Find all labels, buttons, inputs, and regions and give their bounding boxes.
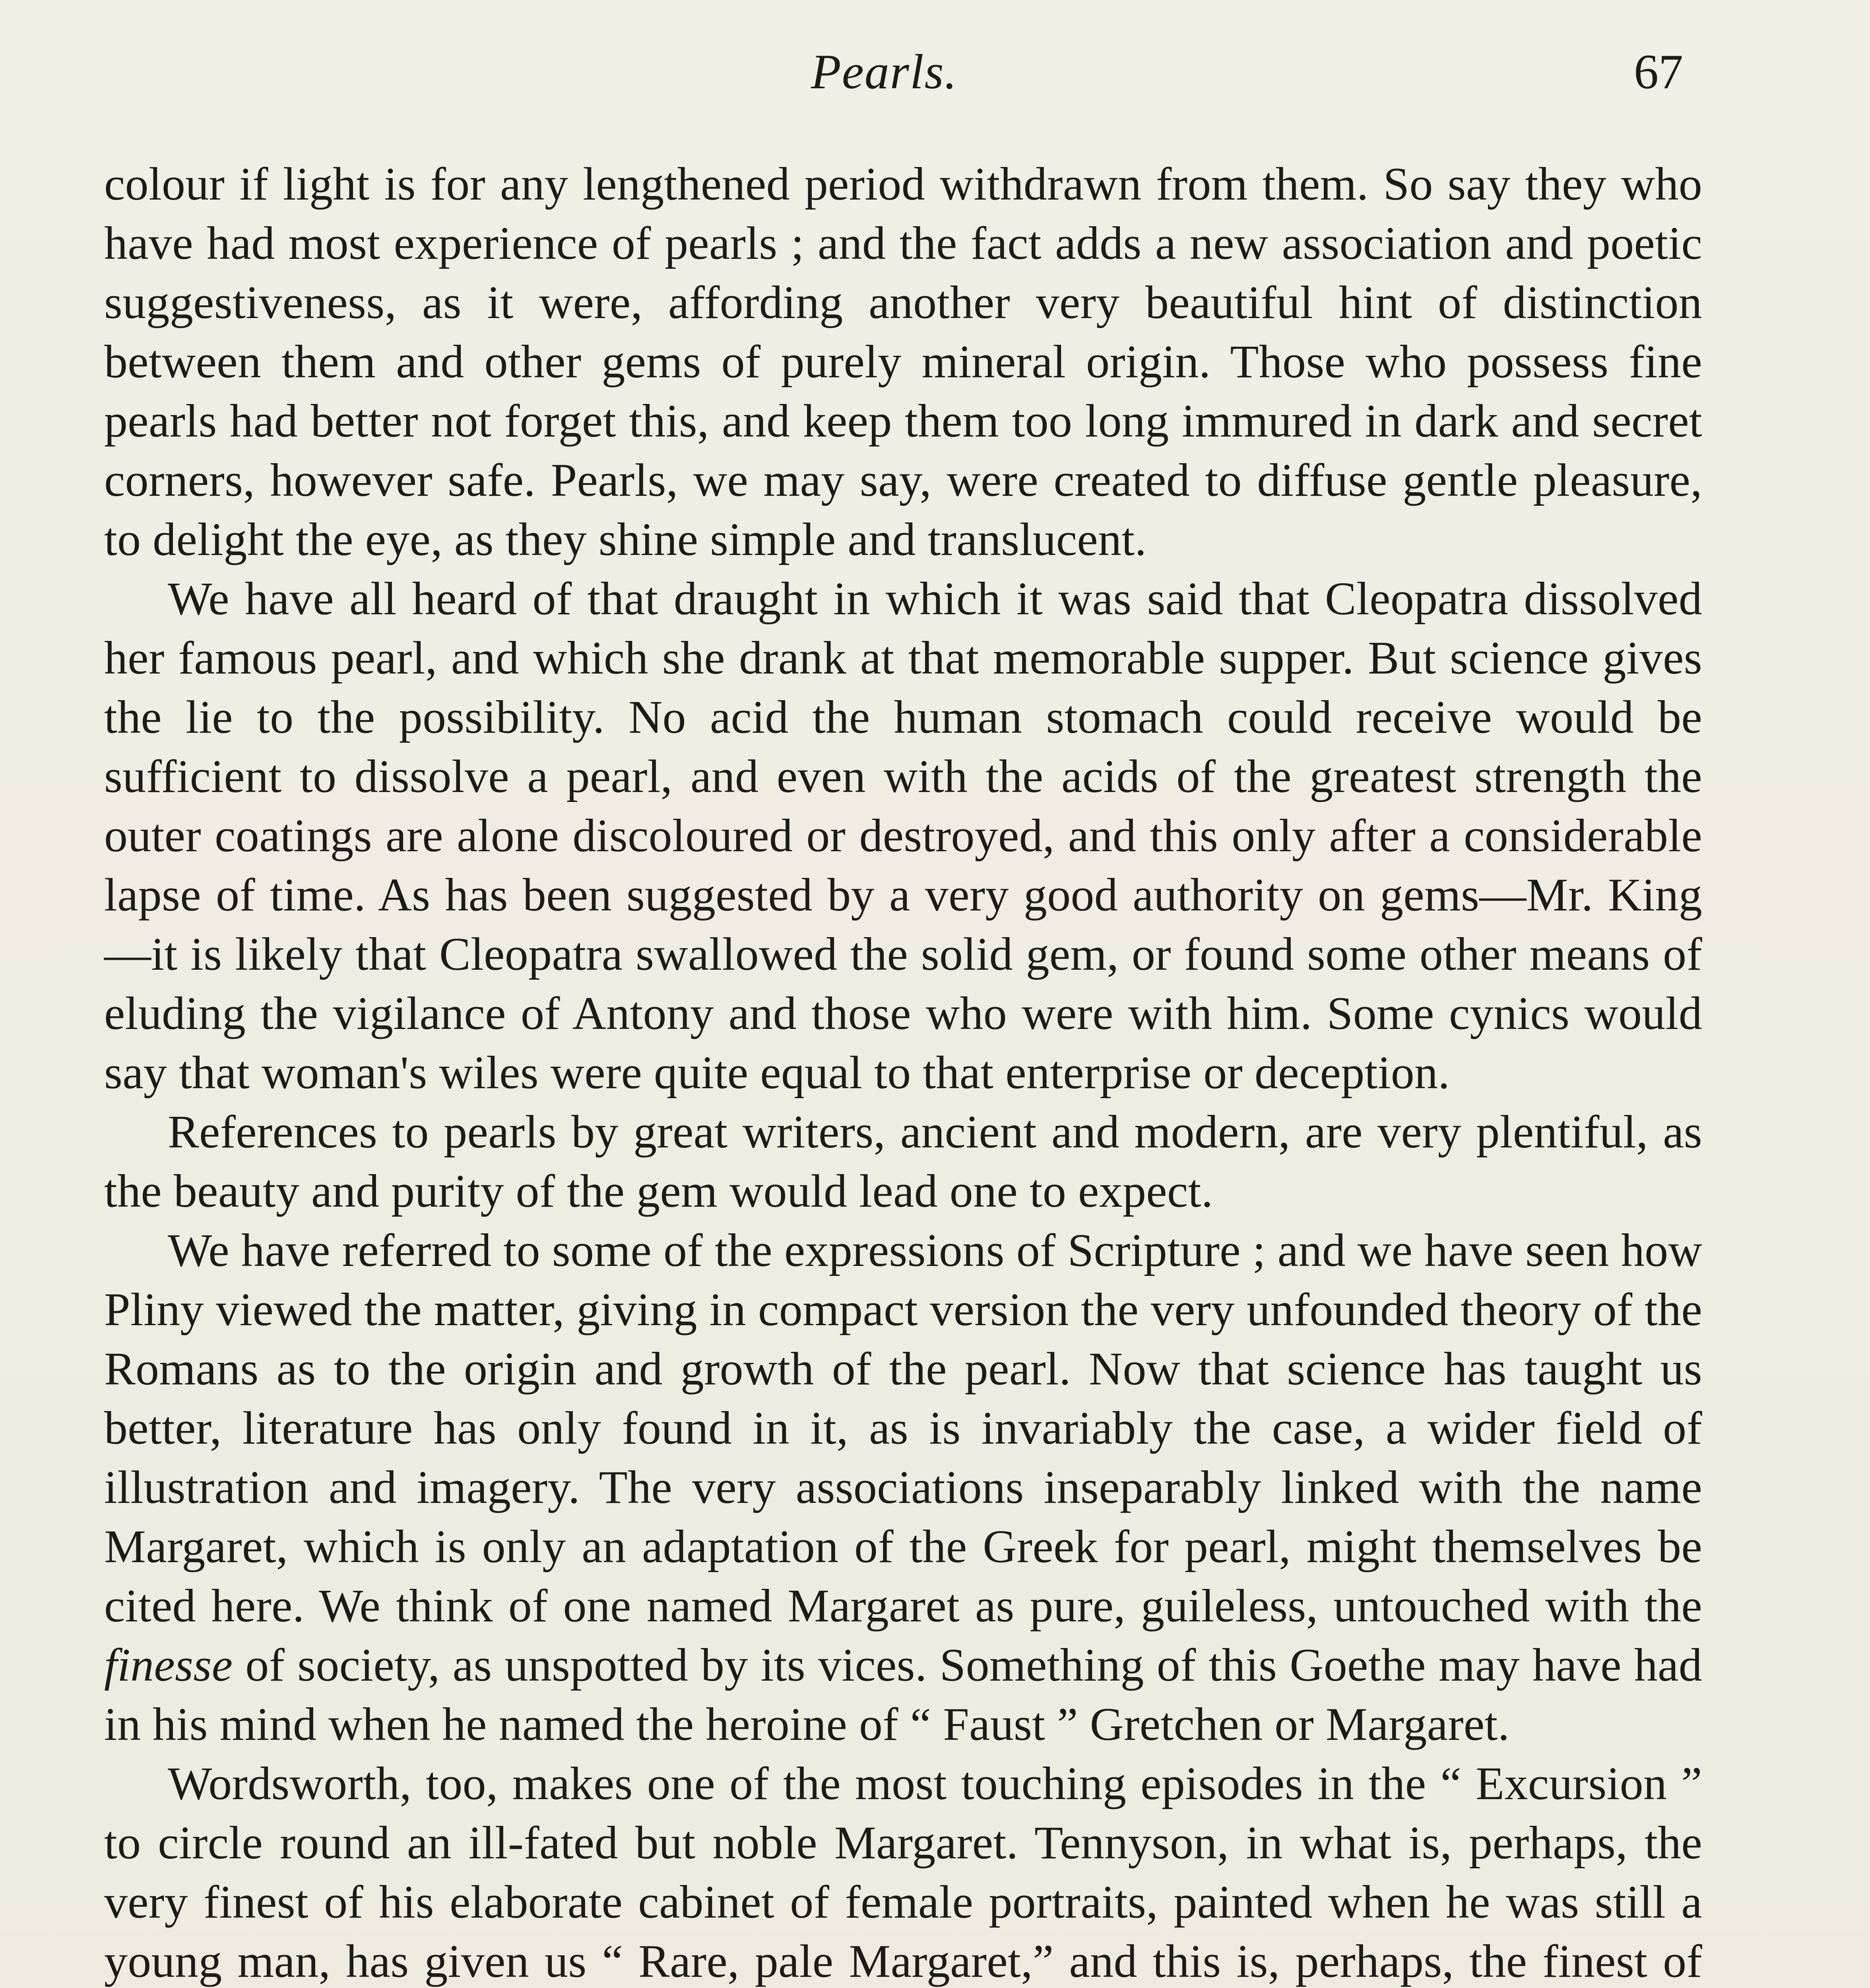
paragraph-margaret-text-before: We have referred to some of the expressions of Scripture ; and we have seen how Pliny viewed the matter, giving in compact version the very unfounded theory of the Romans as to the origin and growth of the pearl. Now that science has taught us better, literature has only found in it, as is invariably the case, a wider field of illustration and imagery. The very associations inseparably linked with the name Margaret, which is only an adaptation of the Greek for pearl, might themselves be cited here. We think of one named Margaret as pure, guileless, untouched with the	[104, 1224, 1702, 1632]
paragraph-margaret-text-after: of society, as unspotted by its vices. Something of this Goethe may have had in his mind when he named the heroine of “ Faust ” Gretchen or Margaret.	[104, 1639, 1702, 1750]
running-head	[0, 38, 1870, 106]
finesse-emphasis: finesse	[104, 1639, 233, 1691]
body-text	[104, 154, 1702, 1988]
paragraph-margaret	[104, 1221, 1702, 1754]
paragraph-wordsworth: Wordsworth, too, makes one of the most touching episodes in the “ Excursion ” to circle round an ill-fated but noble Margaret. Tennyson, in what is, perhaps, the very finest of his elaborate cabinet of female portraits, painted when he was still a young man, has given us “ Rare, pale Margaret,” and this is, perhaps, the finest of	[104, 1757, 1702, 1987]
paragraph-references: References to pearls by great writers, ancient and modern, are very plentiful, as the beauty and purity of the gem would lead one to expect.	[104, 1106, 1702, 1217]
running-title: Pearls.	[811, 45, 958, 99]
page-number: 67	[1634, 45, 1683, 99]
paragraph-continued: colour if light is for any lengthened period withdrawn from them. So say they who have had most experience of pearls ; and the fact adds a new association and poetic suggestiveness, as it were, affording another very beautiful hint of distinction between them and other gems of purely mineral origin. Those who possess fine pearls had better not forget this, and keep them too long immured in dark and secret corners, however safe. Pearls, we may say, were created to diffuse gentle pleasure, to delight the eye, as they shine simple and translucent.	[104, 158, 1702, 565]
paragraph-cleopatra: We have all heard of that draught in which it was said that Cleopatra dissolved her famous pearl, and which she drank at that memorable supper. But science gives the lie to the possibility. No acid the human stomach could receive would be sufficient to dissolve a pearl, and even with the acids of the greatest strength the outer coatings are alone discoloured or destroyed, and this only after a considerable lapse of time. As has been suggested by a very good authority on gems—Mr. King—it is likely that Cleopatra swallowed the solid gem, or found some other means of eluding the vigilance of Antony and those who were with him. Some cynics would say that woman's wiles were quite equal to that enterprise or deception.	[104, 573, 1702, 1099]
